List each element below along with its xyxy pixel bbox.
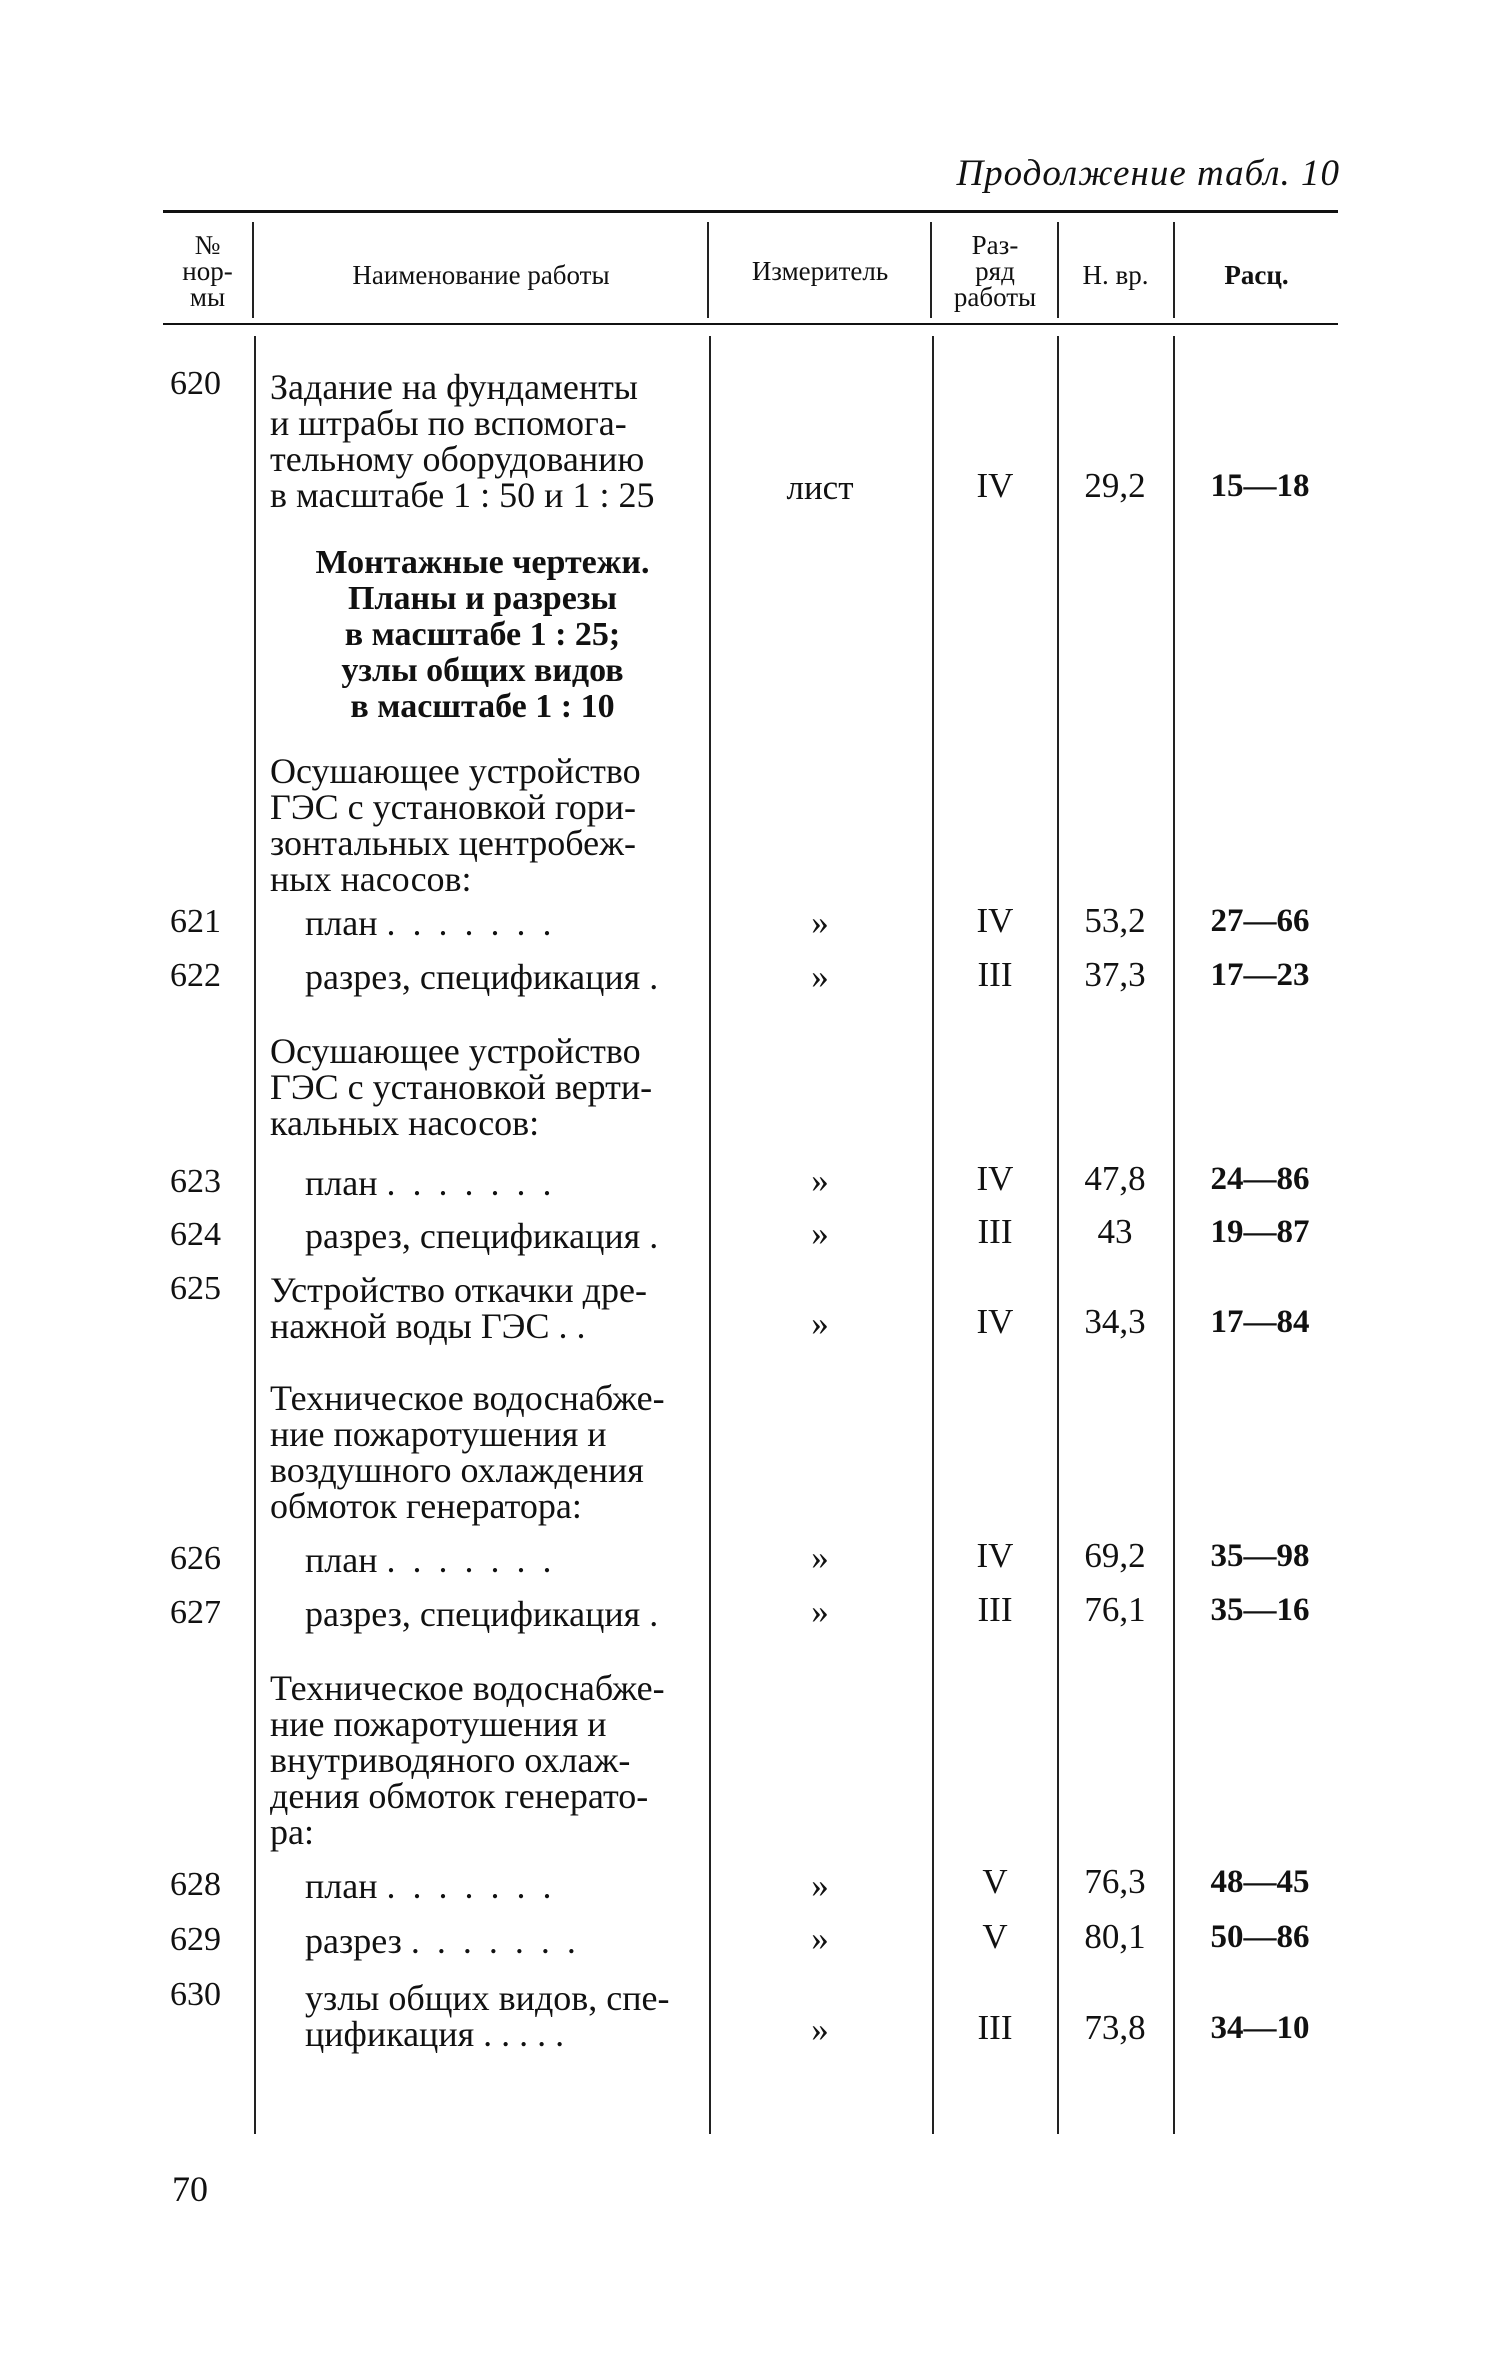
group-heading: Осушающее устройство ГЭС с установкой гори- зонтальных центробеж- ных насосов: bbox=[270, 751, 641, 899]
rate-value: 50—86 bbox=[1210, 1919, 1310, 1955]
time-value: 80,1 bbox=[1084, 1917, 1146, 1956]
norm-number: 626 bbox=[170, 1540, 221, 1577]
time-value: 47,8 bbox=[1084, 1159, 1146, 1198]
time-value: 53,2 bbox=[1084, 901, 1146, 940]
rate-value: 35—16 bbox=[1210, 1592, 1310, 1628]
rate-value: 34—10 bbox=[1210, 2010, 1310, 2046]
unit-value: » bbox=[811, 2010, 829, 2049]
work-name: разрез . . . . . . . bbox=[305, 1921, 580, 1961]
header-bottom-rule bbox=[163, 323, 1338, 325]
rate-value: 24—86 bbox=[1210, 1161, 1310, 1197]
grade-value: III bbox=[977, 2008, 1013, 2047]
unit-value: » bbox=[811, 1538, 829, 1577]
unit-value: » bbox=[811, 1214, 829, 1253]
unit-value: » bbox=[811, 1592, 829, 1631]
grade-value: IV bbox=[976, 466, 1014, 505]
work-name: разрез, спецификация . bbox=[305, 1216, 659, 1256]
time-value: 43 bbox=[1097, 1212, 1133, 1251]
rate-value: 48—45 bbox=[1210, 1864, 1310, 1900]
time-value: 37,3 bbox=[1084, 955, 1146, 994]
work-name: Устройство откачки дре- нажной воды ГЭС . . bbox=[270, 1270, 647, 1346]
grade-value: V bbox=[982, 1862, 1008, 1901]
header-divider bbox=[252, 222, 254, 318]
norm-number: 623 bbox=[170, 1163, 221, 1200]
norm-number: 624 bbox=[170, 1216, 221, 1253]
header-norm-number: № нор- мы bbox=[182, 230, 233, 312]
time-value: 76,3 bbox=[1084, 1862, 1146, 1901]
unit-value: » bbox=[811, 903, 829, 942]
time-value: 34,3 bbox=[1084, 1302, 1146, 1341]
time-value: 73,8 bbox=[1084, 2008, 1146, 2047]
group-heading: Осушающее устройство ГЭС с установкой верти- кальных насосов: bbox=[270, 1031, 653, 1143]
norm-number: 629 bbox=[170, 1921, 221, 1958]
grade-value: IV bbox=[976, 901, 1014, 940]
column-divider bbox=[709, 336, 711, 2134]
work-name: разрез, спецификация . bbox=[305, 1594, 659, 1634]
rate-value: 35—98 bbox=[1210, 1538, 1310, 1574]
norm-number: 622 bbox=[170, 957, 221, 994]
header-time-norm: Н. вр. bbox=[1082, 260, 1149, 290]
grade-value: III bbox=[977, 1590, 1013, 1629]
unit-value: » bbox=[811, 1919, 829, 1958]
group-heading: Техническое водоснабже- ние пожаротушения и воздушного охлаждения обмоток генератора: bbox=[270, 1378, 665, 1526]
work-name: план . . . . . . . bbox=[305, 1163, 556, 1203]
header-divider bbox=[707, 222, 709, 318]
work-name: план . . . . . . . bbox=[305, 1866, 556, 1906]
unit-value: лист bbox=[786, 468, 854, 507]
rate-value: 27—66 bbox=[1210, 903, 1310, 939]
work-name: разрез, спецификация . bbox=[305, 957, 659, 997]
unit-value: » bbox=[811, 1866, 829, 1905]
work-name: план . . . . . . . bbox=[305, 1540, 556, 1580]
unit-value: » bbox=[811, 957, 829, 996]
grade-value: IV bbox=[976, 1536, 1014, 1575]
column-divider bbox=[1057, 336, 1059, 2134]
header-unit: Измеритель bbox=[751, 256, 889, 286]
unit-value: » bbox=[811, 1161, 829, 1200]
group-heading: Техническое водоснабже- ние пожаротушения и внутриводяного охлаж- дения обмоток генерато- ра: bbox=[270, 1668, 665, 1852]
rate-value: 17—23 bbox=[1210, 957, 1310, 993]
column-divider bbox=[254, 336, 256, 2134]
table-top-rule bbox=[163, 210, 1338, 213]
section-heading: Монтажные чертежи. Планы и разрезы в масштабе 1 : 25; узлы общих видов в масштабе 1 : 10 bbox=[315, 544, 650, 725]
header-grade: Раз- ряд работы bbox=[953, 230, 1037, 312]
grade-value: III bbox=[977, 955, 1013, 994]
work-name: план . . . . . . . bbox=[305, 903, 556, 943]
rate-value: 15—18 bbox=[1210, 468, 1310, 504]
norm-number: 621 bbox=[170, 903, 221, 940]
norm-number: 627 bbox=[170, 1594, 221, 1631]
norm-number: 630 bbox=[170, 1976, 221, 2013]
header-work-name: Наименование работы bbox=[352, 260, 610, 290]
header-rate: Расц. bbox=[1224, 260, 1289, 290]
work-name: Задание на фундаменты и штрабы по вспомога- тельному оборудованию в масштабе 1 : 50 и 1 : 25 bbox=[270, 367, 655, 515]
work-name: узлы общих видов, спе- цификация . . . . . bbox=[305, 1978, 670, 2054]
grade-value: IV bbox=[976, 1302, 1014, 1341]
grade-value: IV bbox=[976, 1159, 1014, 1198]
time-value: 69,2 bbox=[1084, 1536, 1146, 1575]
time-value: 76,1 bbox=[1084, 1590, 1146, 1629]
norm-number: 620 bbox=[170, 365, 221, 402]
grade-value: V bbox=[982, 1917, 1008, 1956]
page-number: 70 bbox=[172, 2169, 208, 2209]
header-divider bbox=[930, 222, 932, 318]
norm-number: 625 bbox=[170, 1270, 221, 1307]
column-divider bbox=[932, 336, 934, 2134]
norm-number: 628 bbox=[170, 1866, 221, 1903]
column-divider bbox=[1173, 336, 1175, 2134]
time-value: 29,2 bbox=[1084, 466, 1146, 505]
rate-value: 19—87 bbox=[1210, 1214, 1310, 1250]
grade-value: III bbox=[977, 1212, 1013, 1251]
continuation-caption: Продолжение табл. 10 bbox=[956, 153, 1340, 194]
rate-value: 17—84 bbox=[1210, 1304, 1310, 1340]
unit-value: » bbox=[811, 1304, 829, 1343]
